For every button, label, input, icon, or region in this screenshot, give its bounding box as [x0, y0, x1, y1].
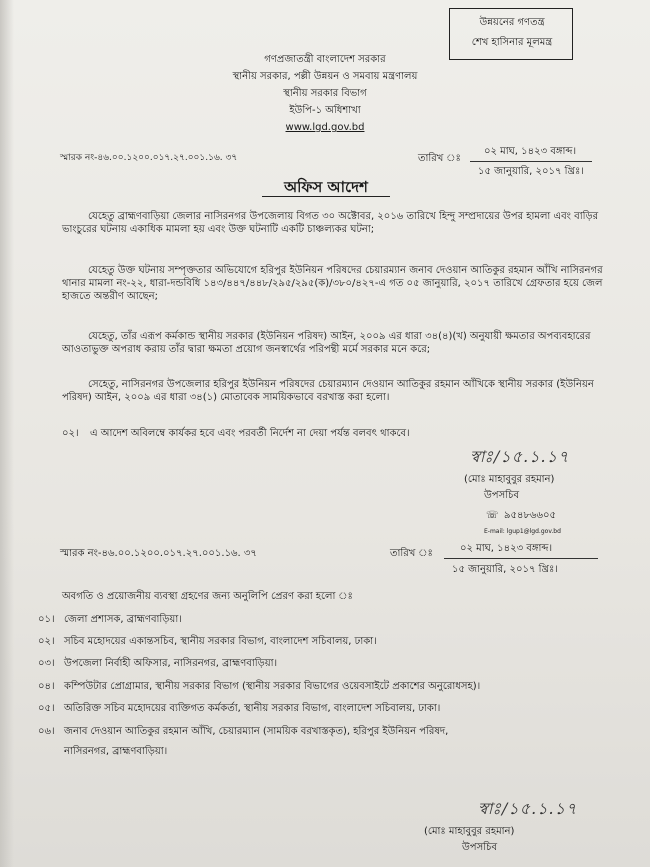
list-item-number: ০৫।: [38, 703, 55, 714]
memo2-date-english: ১৫ জানুয়ারি, ২০১৭ খ্রিঃ।: [452, 564, 558, 575]
page-edge-shadow: [0, 0, 14, 867]
memo-number: স্মারক নং-৪৬.০০.১২০০.০১৭.২৭.০০১.১৬. ৩৭: [60, 153, 238, 163]
header-ministry: স্থানীয় সরকার, পল্লী উন্নয়ন ও সমবায় মন্ত্রণালয়: [232, 71, 418, 82]
header-website-link[interactable]: www.lgd.gov.bd: [285, 122, 365, 133]
signatory-phone-1: ৯৫৪৮৬৬০৫: [504, 510, 556, 521]
memo2-date-label: তারিখ ঃ: [390, 548, 433, 559]
list-item-number: ০২।: [38, 636, 55, 647]
header-branch: ইউপি-১ অধিশাখা: [289, 105, 361, 116]
signature-scribble-1: স্বাঃ/১৫.১.১৭: [470, 447, 570, 466]
paragraph-1: যেহেতু ব্রাহ্মণবাড়িয়া জেলার নাসিরনগর উপজেলায় বিগত ৩০ অক্টোবর, ২০১৬ তারিখে হিন্দু সম্প্রদায়ের উপর হামলা এবং বাড়ির ভাংচুরের ঘটনায় একাধিক মামলা হয় এবং উক্ত ঘটনাটি একটি চাঞ্চল্যকর ঘটনা;: [62, 211, 599, 235]
signatory-email-1[interactable]: E-mail: lgup1@lgd.gov.bd: [484, 528, 561, 535]
paragraph-3: যেহেতু, তাঁর এরূপ কর্মকান্ড স্থানীয় সরকার (ইউনিয়ন পরিষদ) আইন, ২০০৯ এর ধারা ৩৪(৪)(খ) অনুযায়ী ক্ষমতার অপব্যবহারের আওতাভুক্ত অপরাধ করায় তাঁর দ্বারা ক্ষমতা প্রয়োগ জনস্বার্থের পরিপন্থী মর্মে সরকার মনে করে;: [62, 331, 591, 355]
memo-date-english: ১৫ জানুয়ারি, ২০১৭ খ্রিঃ।: [478, 166, 584, 177]
header-government: গণপ্রজাতন্ত্রী বাংলাদেশ সরকার: [264, 54, 386, 65]
signature-scribble-2: স্বাঃ/১৫.১.১৭: [478, 799, 578, 818]
memo2-date-bangla: ০২ মাঘ, ১৪২৩ বঙ্গাব্দ।: [460, 543, 553, 554]
date-divider-2: [444, 558, 598, 559]
list-item-text: জেলা প্রশাসক, ব্রাহ্মণবাড়িয়া।: [64, 614, 182, 625]
signatory-name-2: (মোঃ মাহাবুবুর রহমান): [424, 826, 515, 837]
memo-date-bangla: ০২ মাঘ, ১৪২৩ বঙ্গাব্দ।: [484, 146, 577, 157]
list-item-text: জনাব দেওয়ান আতিকুর রহমান আঁখি, চেয়ারম্যান (সাময়িক বরখাস্তকৃত), হরিপুর ইউনিয়ন পরিষদ,: [64, 726, 449, 737]
list-item-text: অতিরিক্ত সচিব মহোদয়ের ব্যক্তিগত কর্মকর্তা, স্থানীয় সরকার বিভাগ, বাংলাদেশ সচিবালয়, ঢাকা।: [64, 703, 441, 714]
slogan-stamp: [449, 8, 573, 60]
memo2-number: স্মারক নং-৪৬.০০.১২০০.০১৭.২৭.০০১.১৬. ৩৭: [60, 548, 257, 559]
paragraph-4: সেহেতু, নাসিরনগর উপজেলার হরিপুর ইউনিয়ন পরিষদের চেয়ারম্যান দেওয়ান আতিকুর রহমান আঁখিকে স্থানীয় সরকার (ইউনিয়ন পরিষদ) আইন, ২০০৯ এর ধারা ৩৪(১) মোতাবেক সাময়িকভাবে বরখাস্ত করা হলো।: [62, 379, 594, 403]
stamp-line-2: শেখ হাসিনার মূলমন্ত্র: [471, 37, 553, 48]
copy-intro: অবগতি ও প্রয়োজনীয় ব্যবস্থা গ্রহণের জন্য অনুলিপি প্রেরণ করা হলো ঃ: [62, 591, 353, 602]
memo-date-label: তারিখ ঃ: [418, 153, 461, 164]
list-item-text: উপজেলা নির্বাহী অফিসার, নাসিরনগর, ব্রাহ্মণবাড়িয়া।: [64, 658, 278, 669]
effective-text: এ আদেশ অবিলম্বে কার্যকর হবে এবং পরবর্তী নির্দেশ না দেয়া পর্যন্ত বলবৎ থাকবে।: [90, 428, 410, 439]
signatory-name-1: (মোঃ মাহাবুবুর রহমান): [464, 474, 555, 485]
list-item-number: ০৪।: [38, 681, 55, 692]
list-item-text: কম্পিউটার প্রোগ্রামার, স্থানীয় সরকার বিভাগ (স্থানীয় সরকার বিভাগের ওয়েবসাইটে প্রকাশের অনুরোধসহ)।: [64, 681, 481, 692]
list-item-text: সচিব মহোদয়ের একান্তসচিব, স্থানীয় সরকার বিভাগ, বাংলাদেশ সচিবালয়, ঢাকা।: [64, 636, 377, 647]
list-item-number: ০৩।: [38, 658, 55, 669]
list-item-number: ০৬।: [38, 726, 55, 737]
page-title: অফিস আদেশ: [262, 178, 390, 197]
stamp-line-1: উন্নয়নের গণতন্ত্র: [479, 17, 545, 28]
effective-number: ০২।: [62, 428, 79, 439]
signatory-designation-1: উপসচিব: [484, 490, 520, 501]
list-item-text-continued: নাসিরনগর, ব্রাহ্মণবাড়িয়া।: [64, 746, 168, 757]
phone-icon: ☏: [486, 510, 499, 521]
header-division: স্থানীয় সরকার বিভাগ: [283, 88, 367, 99]
signatory-designation-2: উপসচিব: [462, 842, 498, 853]
paragraph-2: যেহেতু উক্ত ঘটনায় সম্পৃক্ততার অভিযোগে হরিপুর ইউনিয়ন পরিষদের চেয়ারম্যান জনাব দেওয়ান আতিকুর রহমান আঁখি নাসিরনগর থানার মামলা নং-২২, ধারা-দন্ডবিধি ১৪৩/৪৪৭/৪৪৮/২৯৫/২৯৫(ক)/৩৮০/৪২৭-এ গত ০৫ জানুয়ারি, ২০১৭ তারিখে গ্রেফতার হয়ে জেল হাজতে অন্তরীণ আছেন;: [62, 265, 603, 302]
list-item-number: ০১।: [38, 614, 55, 625]
date-divider: [470, 161, 592, 162]
